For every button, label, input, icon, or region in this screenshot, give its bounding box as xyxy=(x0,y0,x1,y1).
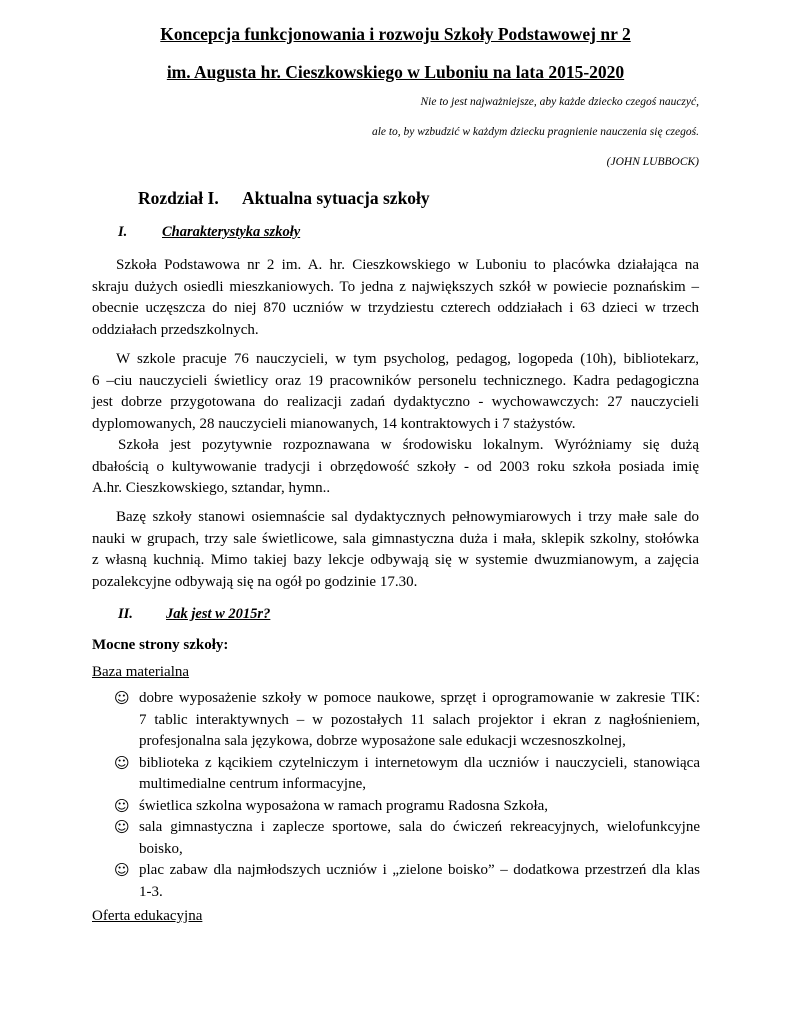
text-line: pozalekcyjne odbywają się na ogół po godzinie 17.30. xyxy=(92,573,418,590)
text-line: dobre wyposażenie szkoły w pomoce naukowe, sprzęt i oprogramowanie w zakresie TIK: xyxy=(139,690,700,706)
text-line: sala gimnastyczna i zaplecze sportowe, sala do ćwiczeń rekreacyjnych, wielofunkcyjne xyxy=(139,819,700,835)
section-title: Charakterystyka szkoły xyxy=(162,224,301,240)
list-item xyxy=(114,796,700,818)
section-number: I. xyxy=(118,224,128,240)
motto-line-1: Nie to jest najważniejsze, aby każde dziecko czegoś nauczyć, xyxy=(420,96,699,108)
text-line: oddziałach przedszkolnych. xyxy=(92,321,259,338)
motto-author: (JOHN LUBBOCK) xyxy=(606,156,699,168)
list-item xyxy=(114,860,700,903)
strengths-list xyxy=(114,688,700,903)
paragraph-characteristics xyxy=(92,255,699,341)
text-line: boisko, xyxy=(139,840,183,857)
text-line: dyplomowanych, 28 nauczycieli mianowanych, 14 kontraktowych i 7 stażystów. xyxy=(92,415,576,432)
smiley-icon: ☺ xyxy=(114,861,130,879)
smiley-icon: ☺ xyxy=(114,796,130,815)
base-heading: Baza materialna xyxy=(92,664,190,680)
text-line: biblioteka z kącikiem czytelniczym i internetowym dla uczniów i nauczycieli, stanowiąca xyxy=(139,754,700,771)
text-line: obecnie uczęszcza do niej 870 uczniów w trzydziestu czterech oddziałach i 63 dzieci w trzech xyxy=(92,300,699,316)
text-line: Szkoła Podstawowa nr 2 im. A. hr. Cieszkowskiego w Luboniu to placówka działająca na xyxy=(116,257,699,273)
paragraph-staff xyxy=(92,349,699,500)
smiley-icon: ☺ xyxy=(114,818,130,836)
chapter-number: Rozdział I. xyxy=(138,188,219,208)
text-line: 7 tablic interaktywnych – w pozostałych 11 salach projektor i ekran z nagłośnieniem, xyxy=(139,711,700,728)
list-item xyxy=(114,817,700,860)
offer-heading: Oferta edukacyjna xyxy=(92,908,203,924)
text-line: jest dobrze przygotowana do realizacji zadań dydaktyczno - wychowawczych: 27 nauczycieli xyxy=(92,394,699,410)
text-line: W szkole pracuje 76 nauczycieli, w tym psycholog, pedagog, logopeda (10h), bibliotekarz, xyxy=(116,351,699,367)
text-line: profesjonalna sala językowa, dobrze wyposażone sale edukacji wczesnoszkolnej, xyxy=(139,733,626,749)
motto-line-2: ale to, by wzbudzić w każdym dziecku pragnienie nauczenia się czegoś. xyxy=(371,126,699,138)
text-line: świetlica szkolna wyposażona w ramach programu Radosna Szkoła, xyxy=(139,797,549,814)
list-item xyxy=(114,753,700,796)
text-line: 1-3. xyxy=(139,883,163,900)
list-item xyxy=(114,688,700,753)
text-line: 6 –ciu nauczycieli świetlicy oraz 19 pracowników personelu technicznego. Kadra pedagogiczna xyxy=(92,372,699,389)
text-line: z własną kuchnią. Mimo takiej bazy lekcje odbywają się w systemie dwuzmianowym, a zajęcia xyxy=(92,552,699,568)
text-line: nauki w grupach, trzy sale świetlicowe, sala gimnastyczna duża i mała, sklepik szkolny, stołówka xyxy=(92,530,699,547)
document-title-line-1: Koncepcja funkcjonowania i rozwoju Szkoły Podstawowej nr 2 xyxy=(160,24,631,44)
strengths-heading: Mocne strony szkoły: xyxy=(92,637,229,653)
text-line: Szkoła jest pozytywnie rozpoznawana w środowisku lokalnym. Wyróżniamy się dużą xyxy=(118,437,699,453)
chapter-title: Aktualna sytuacja szkoły xyxy=(242,188,430,208)
section-number: II. xyxy=(118,606,133,622)
text-line: skraju dużych osiedli mieszkaniowych. To jedna z największych szkół w powiecie poznańskim – xyxy=(92,278,699,295)
paragraph-facilities xyxy=(92,507,699,593)
text-line: plac zabaw dla najmłodszych uczniów i „zielone boisko” – dodatkowa przestrzeń dla klas xyxy=(139,862,700,878)
text-line: Bazę szkoły stanowi osiemnaście sal dydaktycznych pełnowymiarowych i trzy małe sale do xyxy=(116,509,699,525)
smiley-icon: ☺ xyxy=(114,689,130,707)
document-title-line-2: im. Augusta hr. Cieszkowskiego w Luboniu na lata 2015-2020 xyxy=(166,62,625,82)
chapter-heading xyxy=(138,188,430,209)
text-line: multimedialne centrum informacyjne, xyxy=(139,776,367,792)
text-line: A.hr. Cieszkowskiego, sztandar, hymn.. xyxy=(92,480,331,496)
section-title: Jak jest w 2015r? xyxy=(166,606,271,622)
smiley-icon: ☺ xyxy=(114,753,130,772)
text-line: dbałością o kultywowanie tradycji i obrzędowość szkoły - od 2003 roku szkoła posiada imię xyxy=(92,458,699,475)
